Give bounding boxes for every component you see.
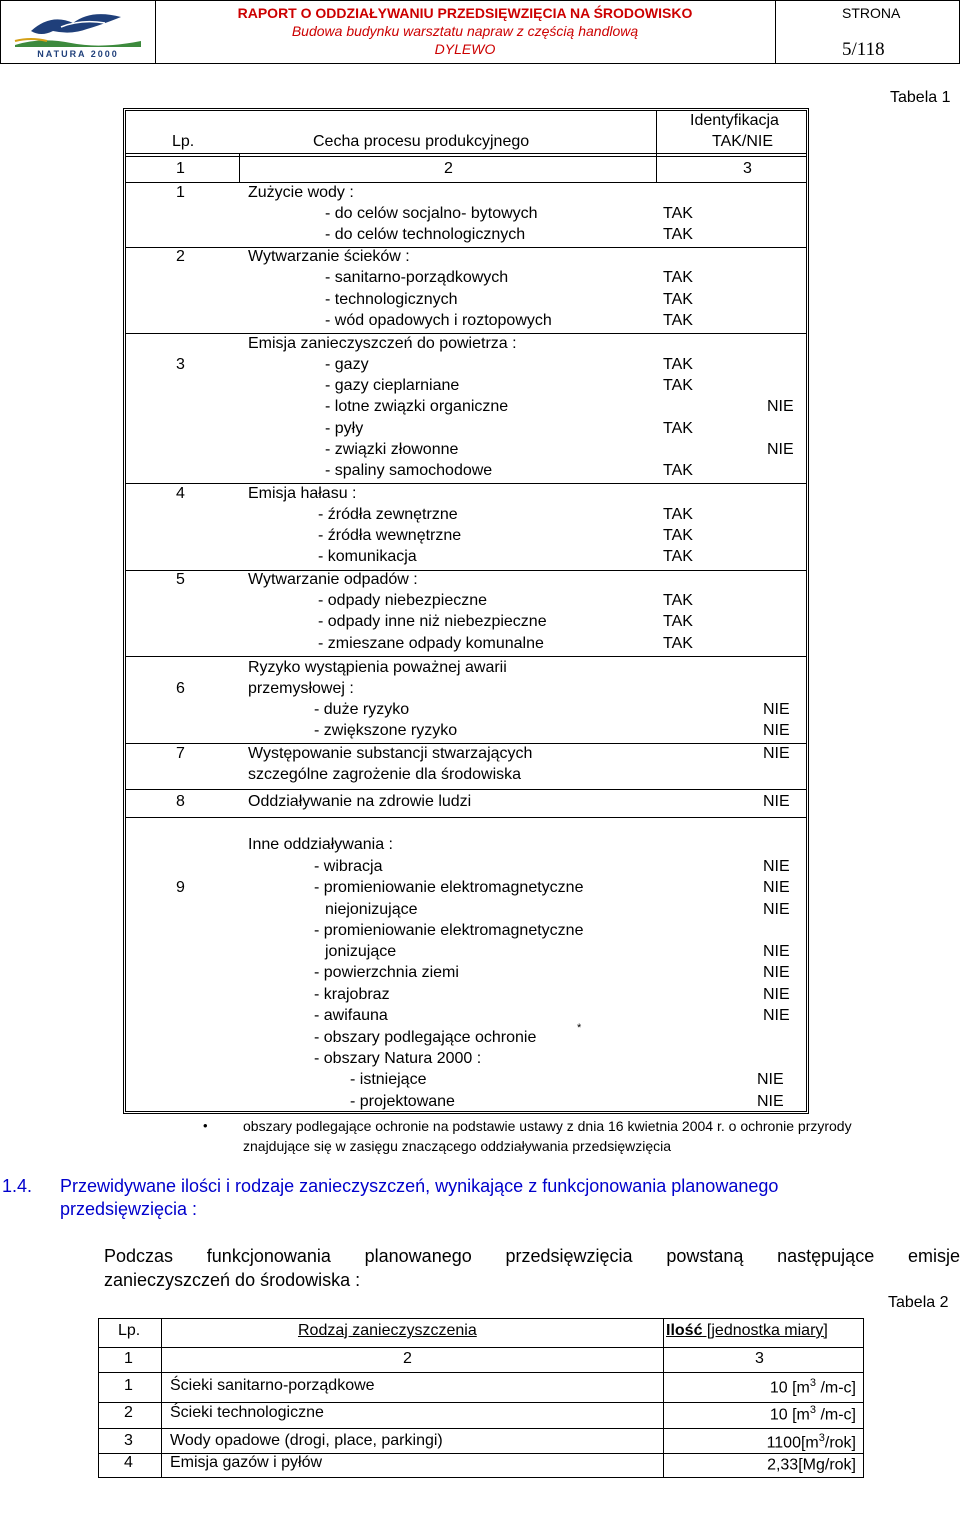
row-kind: Ścieki sanitarno-porządkowe: [170, 1377, 375, 1394]
value-no: NIE: [763, 722, 790, 739]
col-kind: Rodzaj zanieczyszczenia: [298, 1322, 477, 1339]
value-no: NIE: [763, 1007, 790, 1024]
table1-caption: Tabela 1: [890, 89, 951, 106]
section-number: 1.4.: [2, 1176, 33, 1196]
table1-rule: [126, 817, 806, 818]
value-no: NIE: [763, 701, 790, 718]
col-lp: Lp.: [118, 1322, 141, 1339]
value-no: NIE: [763, 964, 790, 981]
row-lp: 4: [176, 485, 185, 502]
paragraph-line: [104, 1246, 960, 1267]
row-item: - obszary Natura 2000 :: [314, 1050, 482, 1067]
table1-rule: [126, 182, 806, 183]
row-quantity: [767, 1454, 856, 1474]
row-item: - pyły: [325, 420, 364, 437]
row-heading: Ryzyko wystąpienia poważnej awarii: [248, 659, 507, 676]
qty: 10 [m: [769, 1406, 810, 1424]
row-heading: Wytwarzanie odpadów :: [248, 571, 418, 588]
row-item: - gazy cieplarniane: [325, 377, 460, 394]
col-number: 1: [124, 1350, 133, 1367]
value-yes: TAK: [663, 312, 693, 329]
value-yes: TAK: [663, 613, 693, 630]
qty-exp: 3: [809, 1377, 816, 1389]
value-no: NIE: [763, 858, 790, 875]
col-number: 1: [176, 160, 185, 177]
qty-unit: /m-c]: [816, 1379, 856, 1397]
row-item: - promieniowanie elektromagnetyczne: [314, 879, 584, 896]
row-lp: 1: [176, 184, 185, 201]
table1-rule: [126, 743, 806, 744]
col-number: 2: [403, 1350, 412, 1367]
page-number: 5/118: [842, 39, 885, 60]
bird-logo-icon: [1, 1, 155, 63]
value-no: NIE: [757, 1071, 784, 1088]
col-identification: Identyfikacja: [690, 112, 779, 129]
col-number: 3: [743, 160, 752, 177]
value-no: NIE: [767, 398, 794, 415]
page-label: STRONA: [842, 5, 901, 21]
value-yes: TAK: [663, 269, 693, 286]
col-quantity: [666, 1322, 828, 1340]
report-title: RAPORT O ODDZIAŁYWANIU PRZEDSIĘWZIĘCIA NA ŚRODOWISKO: [237, 5, 693, 21]
row-item: - powierzchnia ziemi: [314, 964, 459, 981]
row-lp: 8: [176, 793, 185, 810]
value-yes: TAK: [663, 548, 693, 565]
value-yes: TAK: [663, 291, 693, 308]
col-feature: Cecha procesu produkcyjnego: [313, 133, 530, 150]
row-item: jonizujące: [325, 943, 397, 960]
project-subtitle: Budowa budynku warsztatu napraw z częścią handlową: [291, 23, 639, 39]
value-yes: TAK: [663, 356, 693, 373]
row-item: niejonizujące: [325, 901, 418, 918]
row-item: - odpady inne niż niebezpieczne: [318, 613, 547, 630]
row-item: - istniejące: [350, 1071, 427, 1088]
row-kind: Emisja gazów i pyłów: [170, 1454, 323, 1471]
col-lp: Lp.: [172, 133, 195, 150]
header-title-block: [155, 1, 776, 63]
table1-rule: [126, 483, 806, 484]
value-no: NIE: [763, 943, 790, 960]
row-lp: 7: [176, 745, 185, 762]
col-quantity-unit: [jednostka miary]: [702, 1322, 828, 1339]
row-heading-cont: przemysłowej :: [248, 680, 354, 697]
table1-col-rule: [239, 153, 240, 183]
place-name: DYLEWO: [434, 41, 496, 57]
value-no: NIE: [763, 879, 790, 896]
natura-2000-logo: [1, 1, 156, 63]
row-heading: Emisja zanieczyszczeń do powietrza :: [248, 335, 517, 352]
row-kind: Ścieki technologiczne: [170, 1404, 324, 1421]
row-kind: Wody opadowe (drogi, place, parkingi): [170, 1432, 443, 1449]
row-item: - obszary podlegające ochronie: [314, 1029, 537, 1046]
qty-exp: 3: [818, 1432, 825, 1444]
row-item: - duże ryzyko: [314, 701, 410, 718]
row-quantity: [767, 1432, 856, 1452]
qty: 2,33[Mg/rok]: [767, 1456, 856, 1474]
row-item: - źródła wewnętrzne: [318, 527, 462, 544]
row-heading: Wytwarzanie ścieków :: [248, 248, 410, 265]
word: planowanego: [364, 1246, 472, 1266]
table1-rule: [126, 656, 806, 657]
row-item: - źródła zewnętrzne: [318, 506, 458, 523]
row-item: - do celów socjalno- bytowych: [325, 205, 538, 222]
section-title-cont: przedsięwzięcia :: [60, 1199, 198, 1219]
row-quantity: [770, 1377, 856, 1397]
word: funkcjonowania: [206, 1246, 331, 1266]
row-item: - technologicznych: [325, 291, 458, 308]
value-yes: TAK: [663, 205, 693, 222]
row-lp: 4: [124, 1454, 133, 1471]
row-item: - gazy: [325, 356, 369, 373]
footnote-line: obszary podlegające ochronie na podstawie ustawy z dnia 16 kwietnia 2004 r. o ochronie przyrody: [243, 1118, 852, 1134]
value-yes: TAK: [663, 635, 693, 652]
page-info: [776, 1, 959, 63]
row-heading: Oddziaływanie na zdrowie ludzi: [248, 793, 472, 810]
row-item: - odpady niebezpieczne: [318, 592, 488, 609]
value-yes: TAK: [663, 592, 693, 609]
row-item: - wibracja: [314, 858, 383, 875]
row-item: - wód opadowych i roztopowych: [325, 312, 552, 329]
row-item: - spaliny samochodowe: [325, 462, 493, 479]
row-lp: 2: [176, 248, 185, 265]
row-heading: Zużycie wody :: [248, 184, 354, 201]
row-item: - promieniowanie elektromagnetyczne: [314, 922, 584, 939]
qty-unit: /m-c]: [816, 1406, 856, 1424]
qty-unit: /rok]: [824, 1434, 856, 1452]
table1-rule: [126, 333, 806, 334]
qty-exp: 3: [809, 1404, 816, 1416]
row-lp: 6: [176, 680, 185, 697]
value-no: NIE: [757, 1093, 784, 1110]
value-no: NIE: [763, 745, 790, 762]
footnote-line: znajdujące się w zasięgu znaczącego oddziaływania przedsięwzięcia: [243, 1138, 672, 1154]
row-lp: 3: [124, 1432, 133, 1449]
table1-col-rule: [656, 111, 657, 183]
section-title: Przewidywane ilości i rodzaje zanieczyszczeń, wynikające z funkcjonowania planowanego: [60, 1176, 779, 1196]
value-no: NIE: [763, 901, 790, 918]
row-item: - zwiększone ryzyko: [314, 722, 458, 739]
value-yes: TAK: [663, 226, 693, 243]
col-yes-no: TAK/NIE: [712, 133, 774, 150]
col-number: 2: [444, 160, 453, 177]
row-item: - krajobraz: [314, 986, 390, 1003]
row-quantity: [770, 1404, 856, 1424]
word: Podczas: [104, 1246, 174, 1266]
table1-rule: [126, 247, 806, 248]
row-lp: 1: [124, 1377, 133, 1394]
row-item: - do celów technologicznych: [325, 226, 526, 243]
row-item: - sanitarno-porządkowych: [325, 269, 509, 286]
word: przedsięwzięcia: [505, 1246, 633, 1266]
row-item: - związki złowonne: [325, 441, 459, 458]
value-yes: TAK: [663, 377, 693, 394]
table1-rule: [126, 570, 806, 571]
value-no: NIE: [763, 986, 790, 1003]
table2-caption: Tabela 2: [888, 1294, 949, 1311]
word: następujące: [777, 1246, 875, 1266]
row-heading: Inne oddziaływania :: [248, 836, 393, 853]
row-item: - lotne związki organiczne: [325, 398, 509, 415]
value-yes: TAK: [663, 506, 693, 523]
value-yes: TAK: [663, 462, 693, 479]
row-item: - zmieszane odpady komunalne: [318, 635, 544, 652]
table1-header-rule: [126, 153, 806, 157]
word: powstaną: [666, 1246, 744, 1266]
value-yes: TAK: [663, 527, 693, 544]
row-item: - projektowane: [350, 1093, 455, 1110]
row-lp: 3: [176, 356, 185, 373]
qty: 1100[m: [766, 1434, 819, 1452]
bullet-icon: •: [203, 1118, 208, 1133]
asterisk-mark: *: [577, 1022, 582, 1034]
row-lp: 5: [176, 571, 185, 588]
qty: 10 [m: [769, 1379, 810, 1397]
svg-text:NATURA 2000: NATURA 2000: [37, 49, 119, 59]
table1-rule: [126, 789, 806, 790]
row-lp: 9: [176, 879, 185, 896]
table1: [123, 108, 809, 1114]
row-heading: Występowanie substancji stwarzających: [248, 745, 533, 762]
word: emisje: [907, 1246, 960, 1266]
value-no: NIE: [763, 793, 790, 810]
row-heading: Emisja hałasu :: [248, 485, 357, 502]
paragraph-line: zanieczyszczeń do środowiska :: [104, 1270, 361, 1290]
col-quantity-bold: Ilość: [666, 1322, 703, 1339]
page-header: [0, 0, 960, 64]
row-heading-cont: szczególne zagrożenie dla środowiska: [248, 766, 522, 783]
row-item: - awifauna: [314, 1007, 388, 1024]
row-item: - komunikacja: [318, 548, 417, 565]
value-yes: TAK: [663, 420, 693, 437]
value-no: NIE: [767, 441, 794, 458]
col-number: 3: [755, 1350, 764, 1367]
row-lp: 2: [124, 1404, 133, 1421]
